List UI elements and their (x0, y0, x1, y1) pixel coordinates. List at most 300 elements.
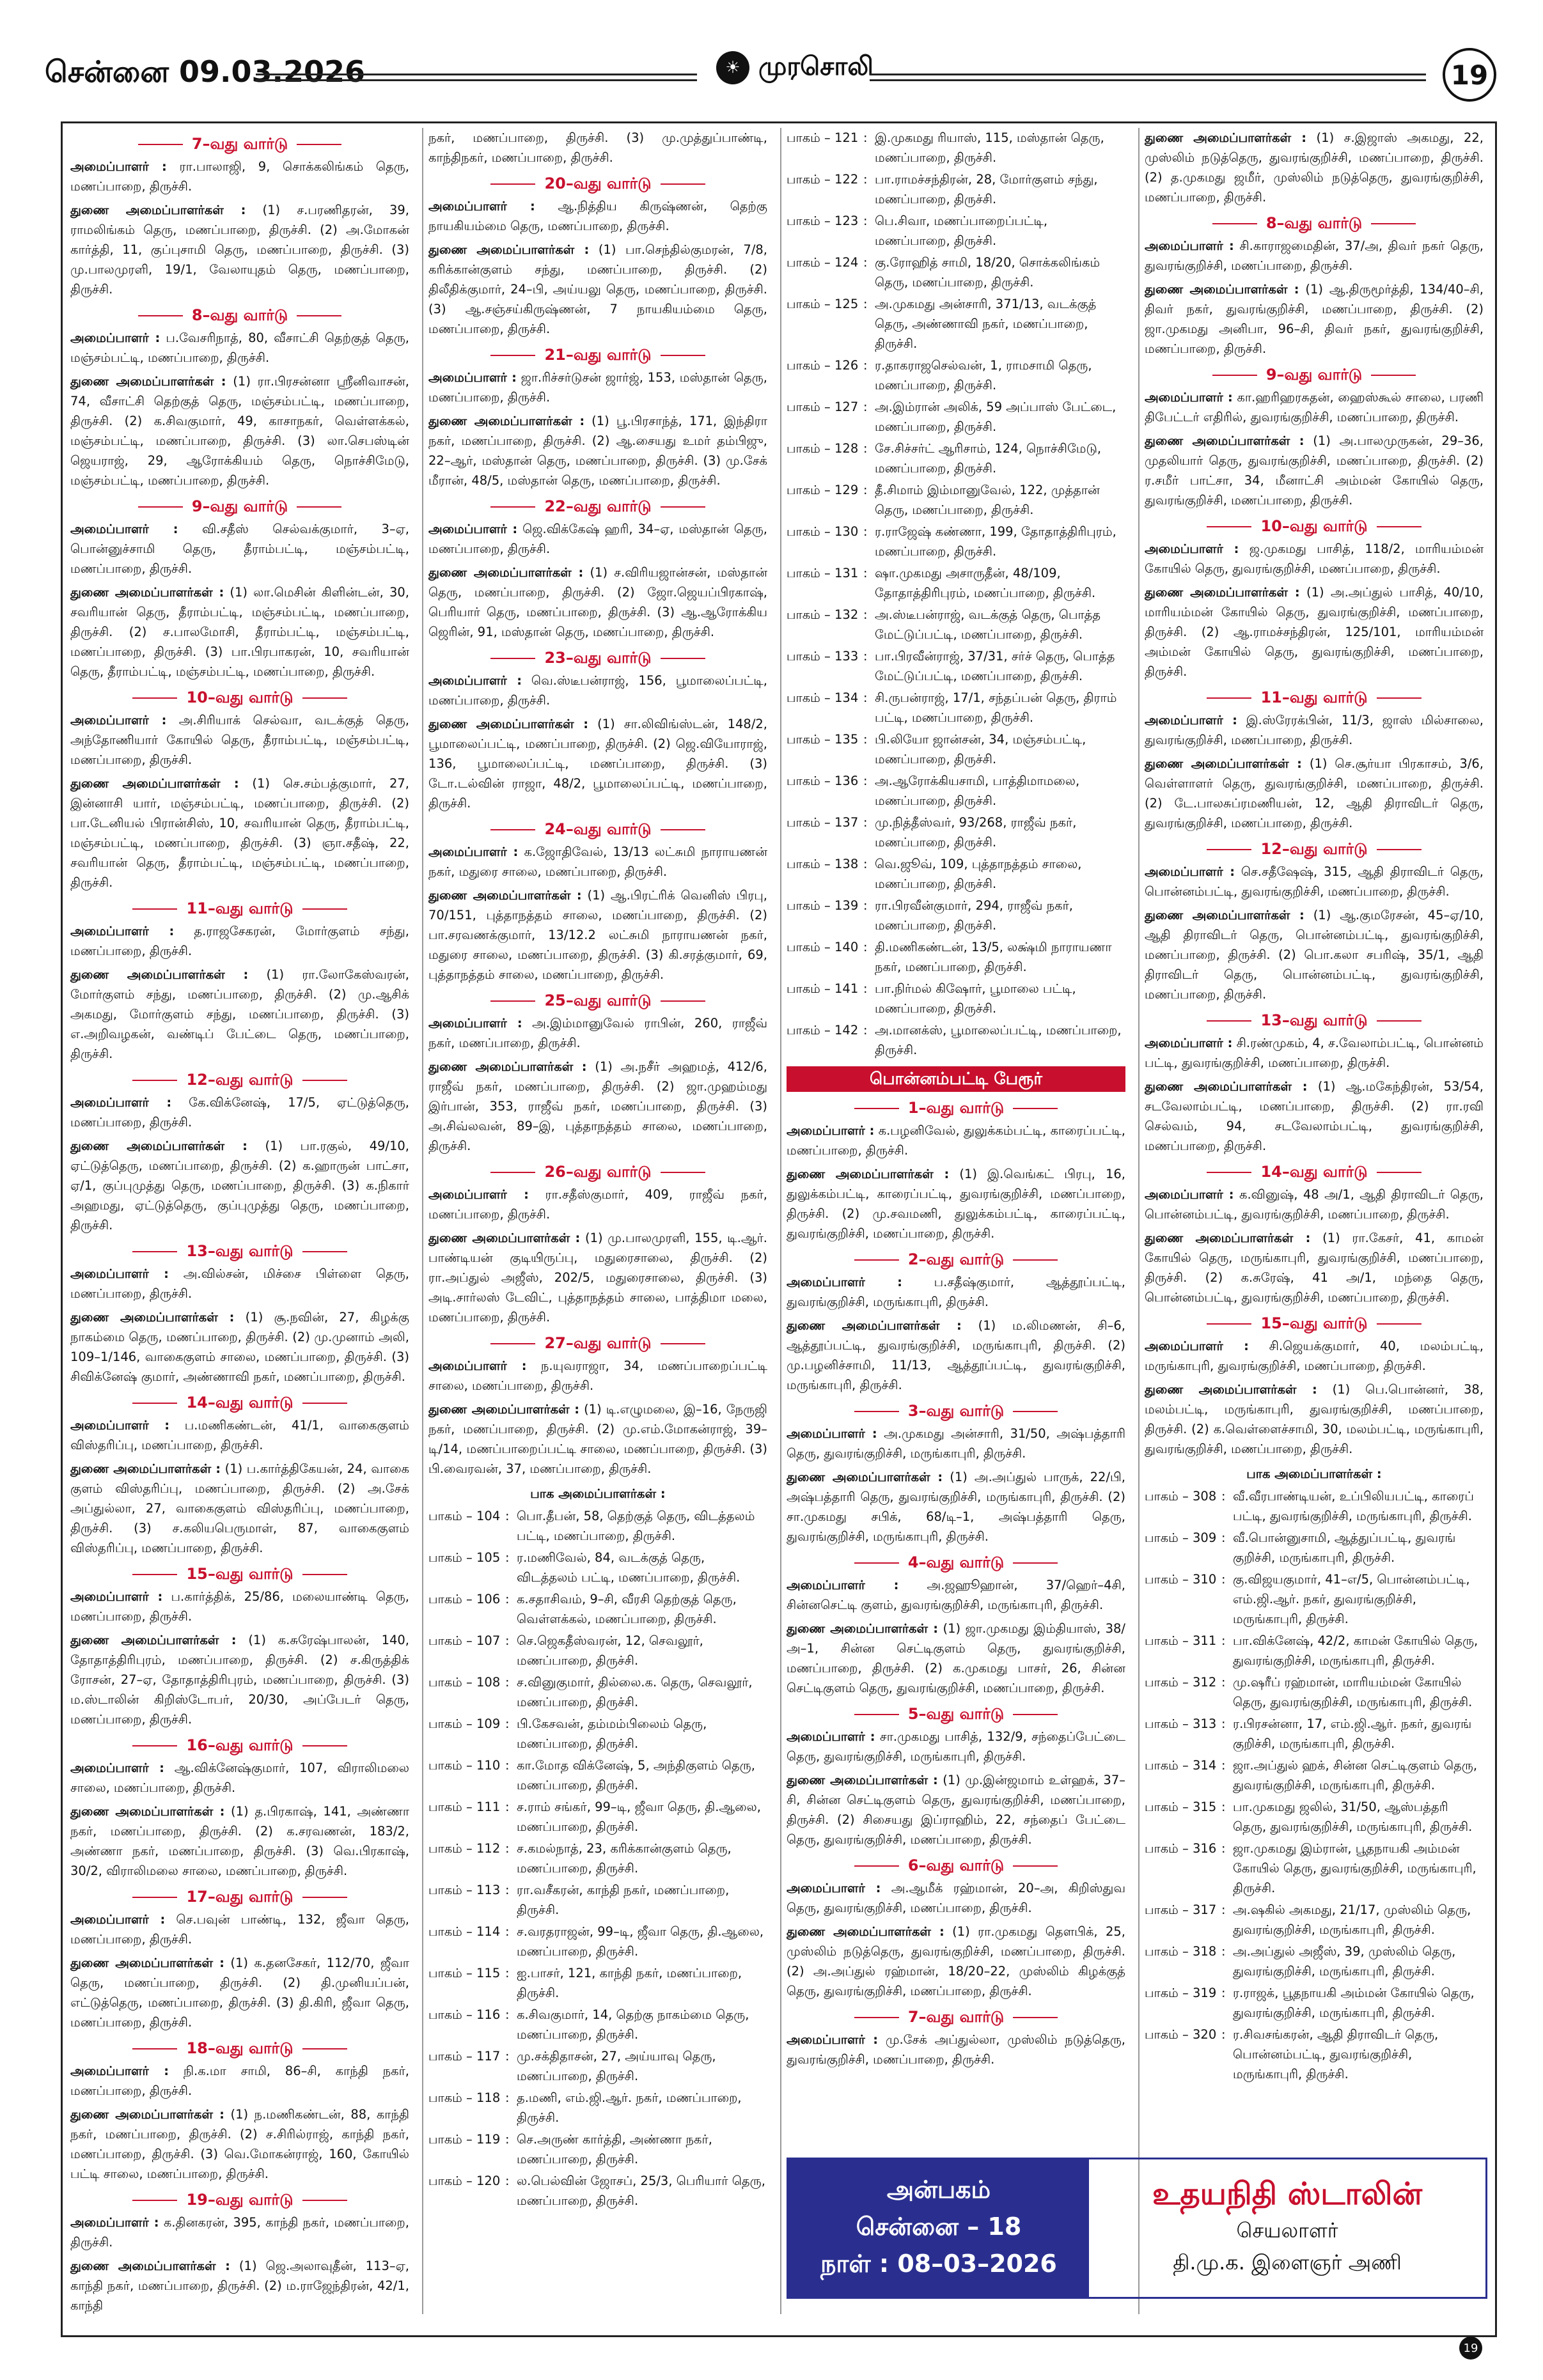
member-details: க.பழனிவேல், துலுக்கம்பட்டி, காரைப்பட்டி, மணப்பாறை, திருச்சி. (787, 1123, 1125, 1158)
ward-heading: 19–வது வார்டு (70, 2190, 409, 2210)
booth-member: அ.ஷகில் அகமது, 21/17, முஸ்லிம் தெரு, துவரங்குறிச்சி, மருங்காபுரி, திருச்சி. (1233, 1902, 1471, 1937)
booth-entry (428, 1672, 767, 1712)
booth-member: வீ.வீரபாண்டியன், உப்பிலியபட்டி, காரைப் பட்டி, துவரங்குறிச்சி, மருங்காபுரி, திருச்சி. (1233, 1489, 1474, 1523)
member-entry (70, 1587, 409, 1626)
booth-number: பாகம் – 130 (787, 524, 859, 539)
booth-member: ரா.பிரவீன்குமார், 294, ராஜீவ் நகர், மணப்பாறை, திருச்சி. (875, 898, 1073, 933)
ad-signatory-wing: தி.மு.க. இளைஞர் அணி (1173, 2250, 1402, 2275)
member-entry (70, 1459, 409, 1558)
ward-heading: 13–வது வார்டு (1145, 1011, 1484, 1031)
member-details: (1) ஜெ.அலாவுதீன், 113–ஏ, காந்தி நகர், மணப்பாறை, திருச்சி. (2) ம.ராஜேந்திரன், 42/1, காந்தி (70, 2259, 409, 2313)
booth-number: பாகம் – 309 (1145, 1530, 1217, 1545)
ad-date: நாள் : 08–03–2026 (820, 2250, 1057, 2278)
member-details: ப.சதீஷ்குமார், ஆத்தூப்பட்டி, துவரங்குறிச்சி, மருங்காபுரி, திருச்சி. (787, 1275, 1125, 1309)
masthead-logo (716, 51, 873, 84)
separator: : (505, 2174, 510, 2188)
booth-member: மு.நித்தீஸ்வர், 93/268, ராஜீவ் நகர், மணப்பாறை, திருச்சி. (875, 815, 1077, 850)
member-entry (1145, 710, 1484, 750)
member-entry (70, 1801, 409, 1881)
role-label: அமைப்பாளர் : (1145, 238, 1234, 253)
separator: : (863, 690, 868, 705)
separator: : (863, 857, 868, 871)
booth-member: க.சிவகுமார், 14, தெற்கு நாகம்மை தெரு, மணப்பாறை, திருச்சி. (517, 2007, 749, 2042)
ward-heading: 21–வது வார்டு (428, 345, 767, 365)
booth-entry (787, 480, 1125, 520)
booth-member: பி.கேசவன், தம்மம்பிலைம் தெரு, மணப்பாறை, திருச்சி. (517, 1716, 707, 1751)
role-label: துணை அமைப்பாளர்கள் : (1145, 1231, 1311, 1245)
role-label: அமைப்பாளர் : (787, 1578, 899, 1592)
booth-entry (428, 1755, 767, 1795)
separator: : (505, 1924, 510, 1939)
separator: : (863, 400, 868, 414)
separator: : (863, 255, 868, 270)
ward-heading: 20–வது வார்டு (428, 174, 767, 194)
booth-member: ர.பிரசன்னா, 17, எம்.ஜி.ஆர். நகர், துவரங் குறிச்சி, மருங்காபுரி, திருச்சி. (1233, 1716, 1472, 1751)
role-label: துணை அமைப்பாளர்கள் : (428, 1402, 580, 1417)
member-details: (1) செ.சம்பத்குமார், 27, இன்னாசி யார், மஞ்சம்பட்டி, மணப்பாறை, திருச்சி. (2) பா.டேனியல் பிரான்சிஸ், 10, சவரியான் தெரு, தீராம்பட்டி, மஞ்சம்பட்டி, மணப்பாறை, திருச்சி. (3) ஞா.சதீஷ், 22, சவரியான் தெரு, தீராம்பட்டி, மஞ்சம்பட்டி, மணப்பாறை, திருச்சி. (70, 776, 409, 890)
member-details: ஜ.முகமது பாசித், 118/2, மாரியம்மன் கோயில் தெரு, துவரங்குறிச்சி, மணப்பாறை, திருச்சி. (1145, 541, 1484, 576)
member-details: ரா.பாலாஜி, 9, சொக்கலிங்கம் தெரு, மணப்பாறை, திருச்சி. (70, 159, 409, 194)
booth-member: அ.மானக்ஸ், பூமாலைப்பட்டி, மணப்பாறை, திருச்சி. (875, 1023, 1122, 1057)
separator: : (863, 441, 868, 456)
rising-sun-icon: ☀ (716, 51, 749, 84)
ward-heading: 13–வது வார்டு (70, 1241, 409, 1261)
role-label: அமைப்பாளர் : (70, 1266, 169, 1281)
role-label: துணை அமைப்பாளர்கள் : (428, 565, 584, 580)
member-details: சி.ரண்முகம், 4, ச.வேலாம்பட்டி, பொன்னம் பட்டி, துவரங்குறிச்சி, மணப்பாறை, திருச்சி. (1145, 1036, 1484, 1070)
page-number-badge: 19 (1443, 48, 1496, 102)
role-label: அமைப்பாளர் : (428, 844, 519, 859)
booth-number: பாகம் – 119 (428, 2132, 501, 2147)
booth-member: அ.அப்துல் அஜீஸ், 39, முஸ்லிம் தெரு, துவரங்குறிச்சி, மருங்காபுரி, திருச்சி. (1233, 1944, 1456, 1979)
member-details: (1) அ.அப்துல் பாசித், 40/10, மாரியம்மன் கோயில் தெரு, துவரங்குறிச்சி, மணப்பாறை, திருச்சி. (2) ஆ.ராமச்சந்திரன், 125/101, மாரியம்மன் அம்மன் கோயில் தெரு, துவரங்குறிச்சி, மணப்பாறை, திருச்சி. (1145, 585, 1484, 679)
member-entry (787, 1164, 1125, 1243)
booth-number: பாகம் – 310 (1145, 1572, 1217, 1587)
separator: : (863, 172, 868, 187)
role-label: அமைப்பாளர் : (787, 1729, 875, 1744)
role-label: அமைப்பாளர் : (787, 2032, 879, 2047)
booth-member: ச.வினுகுமார், தில்லை.க. தெரு, செவலூர், மணப்பாறை, திருச்சி. (517, 1675, 753, 1709)
member-entry (70, 710, 409, 770)
role-label: அமைப்பாளர் : (70, 2215, 159, 2230)
separator: : (863, 524, 868, 539)
booth-number: பாகம் – 312 (1145, 1675, 1217, 1690)
role-label: துணை அமைப்பாளர்கள் : (70, 967, 249, 982)
member-details: (1) மு.இன்ஜமாம் உள்ஹக், 37–சி, சின்ன செட்டிகுளம் தெரு, துவரங்குறிச்சி, மணப்பாறை, திருச்சி. (2) சிசையது இப்ராஹிம், 22, சந்தைப் பேட்டை தெரு, துவரங்குறிச்சி, மணப்பாறை, திருச்சி. (787, 1773, 1125, 1847)
role-label: அமைப்பாளர் : (428, 1187, 529, 1202)
separator: : (863, 566, 868, 580)
separator: : (1221, 1800, 1226, 1814)
role-label: துணை அமைப்பாளர்கள் : (1145, 585, 1300, 600)
member-entry (428, 1185, 767, 1224)
role-label: அமைப்பாளர் : (70, 522, 178, 536)
role-label: அமைப்பாளர் : (70, 331, 161, 345)
column-3 (787, 128, 1125, 2148)
booth-member: தி.மணிகண்டன், 13/5, லக்ஷ்மி நாராயணா நகர், மணப்பாறை, திருச்சி. (875, 940, 1112, 974)
booth-number: பாகம் – 142 (787, 1023, 859, 1038)
member-details: க.வினுஷ், 48 அ/1, ஆதி திராவிடர் தெரு, பொன்னம்பட்டி, துவரங்குறிச்சி, மணப்பாறை, திருச்சி. (1145, 1187, 1484, 1222)
booth-number: பாகம் – 126 (787, 358, 859, 373)
member-entry (787, 1922, 1125, 2001)
member-entry (787, 1727, 1125, 1766)
member-details: (1) பா.செந்தில்குமரன், 7/8, கரிக்கான்குளம் சந்து, மணப்பாறை, திருச்சி. (2) திலீதிக்குமார், 24–பி, அய்யலு தெரு, மணப்பாறை, திருச்சி. (3) ஆ.சஞ்சய்கிருஷ்ணன், 7 நாயகியம்மை தெரு, மணப்பாறை, திருச்சி. (428, 242, 767, 336)
booth-entry (1145, 1900, 1484, 1940)
booth-number: பாகம் – 132 (787, 607, 859, 622)
ward-heading: 2–வது வார்டு (787, 1250, 1125, 1270)
member-entry (428, 1399, 767, 1479)
member-entry (70, 157, 409, 196)
separator: : (505, 2132, 510, 2147)
separator: : (863, 214, 868, 228)
member-entry (428, 1013, 767, 1053)
ward-heading: 26–வது வார்டு (428, 1162, 767, 1182)
member-details: (1) அ.நசீர் அஹமத், 412/6, ராஜீவ் நகர், மணப்பாறை, திருச்சி. (2) ஜா.முஹம்மது இர்பான், 353, ராஜீவ் நகர், மணப்பாறை, திருச்சி. (3) அ.சிவ்லவன், 89–இ, புத்தாநத்தம் சாலை, மணப்பாறை, திருச்சி. (428, 1059, 767, 1153)
booth-entry (428, 1839, 767, 1878)
booth-member: வெ.ஜூவ், 109, புத்தாநத்தம் சாலை, மணப்பாறை, திருச்சி. (875, 857, 1082, 891)
member-details: கா.ஹரிஹரசுதன், ஹைஸ்கூல் சாலை, பரணி திபேட்டர் எதிரில், துவரங்குறிச்சி, மணப்பாறை, திருச்சி. (1145, 390, 1484, 424)
booth-member: த.மணி, எம்.ஜி.ஆர். நகர், மணப்பாறை, திருச்சி. (517, 2090, 742, 2125)
role-label: துணை அமைப்பாளர்கள் : (70, 1461, 221, 1476)
booth-entry (787, 771, 1125, 811)
booth-entry (1145, 1528, 1484, 1567)
booth-member: அ.ஸ்டீபன்ராஜ், வடக்குத் தெரு, பொத்த மேட்டுப்பட்டி, மணப்பாறை, திருச்சி. (875, 607, 1101, 642)
separator: : (1221, 1675, 1226, 1690)
member-entry (1145, 387, 1484, 427)
role-label: அமைப்பாளர் : (70, 1418, 169, 1433)
separator: : (505, 1758, 510, 1773)
separator: : (1221, 1986, 1226, 2000)
member-details: (1) ச.இஜாஸ் அகமது, 22, முஸ்லிம் நடுத்தெரு, துவரங்குறிச்சி, மணப்பாறை, திருச்சி. (2) த.முகமது ஜமீர், முஸ்லிம் நடுத்தெரு, துவரங்குறிச்சி, மணப்பாறை, திருச்சி. (1145, 130, 1484, 205)
booth-entry (1145, 1672, 1484, 1712)
booth-entry (787, 937, 1125, 977)
booth-entry (787, 169, 1125, 209)
booth-member: ல.பெல்வின் ஜோசப், 25/3, பெரியார் தெரு, மணப்பாறை, திருச்சி. (517, 2174, 765, 2208)
separator: : (505, 1675, 510, 1690)
ward-heading: 11–வது வார்டு (1145, 688, 1484, 708)
member-details: த.ராஜசேகரன், மோர்குளம் சந்து, மணப்பாறை, திருச்சி. (70, 924, 409, 958)
booth-number: பாகம் – 120 (428, 2174, 501, 2188)
member-details: ப.வேசரிநாத், 80, வீசாட்சி தெற்குத் தெரு, மஞ்சம்பட்டி, மணப்பாறை, திருச்சி. (70, 331, 409, 365)
column-divider (1138, 128, 1140, 2314)
member-entry (787, 1619, 1125, 1698)
role-label: துணை அமைப்பாளர்கள் : (428, 1059, 587, 1074)
member-entry (70, 1909, 409, 1949)
member-entry (428, 1228, 767, 1327)
role-label: துணை அமைப்பாளர்கள் : (70, 776, 239, 791)
member-details: ஆ.நித்திய கிருஷ்ணன், தெற்கு நாயகியம்மை தெரு, மணப்பாறை, திருச்சி. (428, 199, 767, 233)
role-label: துணை அமைப்பாளர்கள் : (428, 414, 585, 428)
booth-number: பாகம் – 108 (428, 1675, 501, 1690)
role-label: அமைப்பாளர் : (70, 924, 175, 938)
member-entry (70, 582, 409, 681)
member-details: ப.கார்த்திக், 25/86, மலையாண்டி தெரு, மணப்பாறை, திருச்சி. (70, 1589, 409, 1624)
member-details: ஆ.விக்னேஷ்குமார், 107, விராலிமலை சாலை, மணப்பாறை, திருச்சி. (70, 1761, 409, 1795)
member-entry (428, 714, 767, 813)
booth-number: பாகம் – 124 (787, 255, 859, 270)
member-details: அ.ஆமீக் ரஹ்மான், 20–அ, கிறிஸ்துவ தெரு, துவரங்குறிச்சி, மணப்பாறை, திருச்சி. (787, 1881, 1125, 1915)
separator: : (505, 1716, 510, 1731)
role-label: துணை அமைப்பாளர்கள் : (70, 203, 246, 217)
booth-number: பாகம் – 123 (787, 214, 859, 228)
member-entry (1145, 1380, 1484, 1459)
booth-number: பாகம் – 111 (428, 1800, 501, 1814)
booth-entry (1145, 1569, 1484, 1629)
member-entry (787, 1424, 1125, 1463)
role-label: அமைப்பாளர் : (70, 1761, 164, 1775)
member-entry (787, 1575, 1125, 1615)
booth-number: பாகம் – 137 (787, 815, 859, 830)
member-entry (787, 1770, 1125, 1849)
booth-member: மு.சக்திதாசன், 27, அய்யாவு தெரு, மணப்பாறை, திருச்சி. (517, 2049, 716, 2083)
ad-right-panel (1089, 2159, 1485, 2297)
role-label: துணை அமைப்பாளர்கள் : (70, 1139, 247, 1153)
separator: : (505, 2090, 510, 2105)
member-details: க.தினகரன், 395, காந்தி நகர், மணப்பாறை, திருச்சி. (70, 2215, 409, 2250)
booth-entry (428, 1714, 767, 1754)
member-details: அ.இம்மானுவேல் ராபின், 260, ராஜீவ் நகர், மணப்பாறை, திருச்சி. (428, 1016, 767, 1050)
booth-member: ரா.வசீகரன், காந்தி நகர், மணப்பாறை, திருச்சி. (517, 1883, 730, 1917)
booth-number: பாகம் – 122 (787, 172, 859, 187)
member-entry (1145, 1185, 1484, 1224)
ward-heading: 1–வது வார்டு (787, 1098, 1125, 1118)
booth-member: ஜா.முகமது இம்ரான், பூதநாயகி அம்மன் கோயில் தெரு, துவரங்குறிச்சி, மருங்காபுரி, திருச்சி. (1233, 1841, 1476, 1895)
member-details: (1) ஆ.திருமூர்த்தி, 134/40–சி, திவர் நகர், துவரங்குறிச்சி, மணப்பாறை, திருச்சி. (2) ஜா.முகமது அனிபா, 96–சி, திவர் நகர், துவரங்குறிச்சி, மணப்பாறை, திருச்சி. (1145, 282, 1484, 356)
booth-entry (428, 1506, 767, 1546)
booth-entry (787, 854, 1125, 894)
member-details: (1) சூ.நவின், 27, கிழக்கு நாகம்மை தெரு, மணப்பாறை, திருச்சி. (2) மு.முனாம் அலி, 109–1/146, வாகைகுளம் சாலை, மணப்பாறை, திருச்சி. (3) சிவிக்னேஷ் குமார், அண்ணாவி நகர், மணப்பாறை, திருச்சி. (70, 1310, 409, 1384)
separator: : (505, 1883, 510, 1897)
separator: : (863, 1023, 868, 1038)
booth-number: பாகம் – 112 (428, 1841, 501, 1856)
member-entry (70, 2256, 409, 2315)
booth-entry (1145, 1714, 1484, 1754)
role-label: துணை அமைப்பாளர்கள் : (428, 888, 582, 903)
booth-entry (1145, 1755, 1484, 1795)
separator: : (1221, 1572, 1226, 1587)
booth-member: பெ.சிவா, மணப்பாறைப்பட்டி, மணப்பாறை, திருச்சி. (875, 214, 1048, 248)
booth-number: பாகம் – 125 (787, 297, 859, 311)
role-label: அமைப்பாளர் : (428, 370, 517, 385)
booth-entry (428, 2046, 767, 2086)
booth-number: பாகம் – 131 (787, 566, 859, 580)
role-label: துணை அமைப்பாளர்கள் : (70, 1633, 237, 1647)
separator: : (505, 1841, 510, 1856)
member-entry (787, 2030, 1125, 2069)
booth-entry (428, 2129, 767, 2169)
member-entry (428, 196, 767, 236)
role-label: துணை அமைப்பாளர்கள் : (1145, 433, 1304, 448)
member-details: கே.விக்னேஷ், 17/5, ஏட்டுத்தெரு, மணப்பாறை, திருச்சி. (70, 1095, 409, 1130)
role-label: அமைப்பாளர் : (428, 199, 535, 214)
role-label: அமைப்பாளர் : (1145, 1339, 1249, 1353)
separator: : (863, 732, 868, 747)
separator: : (505, 1966, 510, 1980)
column-4 (1145, 128, 1484, 2148)
booth-number: பாகம் – 311 (1145, 1633, 1217, 1648)
booth-number: பாகம் – 320 (1145, 2027, 1217, 2042)
role-label: அமைப்பாளர் : (428, 1358, 527, 1373)
booth-number: பாகம் – 133 (787, 649, 859, 664)
booth-member: ர.ராஜேஷ் கண்ணா, 199, தோதாத்திரிபுரம், மணப்பாறை, திருச்சி. (875, 524, 1116, 559)
separator: : (863, 774, 868, 788)
ward-heading: 11–வது வார்டு (70, 899, 409, 919)
booth-entry (428, 1880, 767, 1920)
member-details: வெ.ஸ்டீபன்ராஜ், 156, பூமாலைப்பட்டி, மணப்பாறை, திருச்சி. (428, 673, 767, 708)
member-details: (1) ரா.லோகேஸ்வரன், மோர்குளம் சந்து, மணப்பாறை, திருச்சி. (2) மு.ஆசிக் அகமது, மோர்குளம் சந்து, மணப்பாறை, திருச்சி. (3) எ.அறிவழகன், வண்டிப் பேட்டை தெரு, மணப்பாறை, திருச்சி. (70, 967, 409, 1061)
issue-date: சென்னை 09.03.2026 (45, 54, 366, 89)
booth-number: பாகம் – 318 (1145, 1944, 1217, 1959)
member-details: (1) பா.ரகுல், 49/10, ஏட்டுத்தெரு, மணப்பாறை, திருச்சி. (2) க.ஹாருன் பாட்சா, ஏ/1, குப்புமுத்து தெரு, மணப்பாறை, திருச்சி. (3) க.நிகார் அஹமது, ஏட்டுத்தெரு, குப்புமுத்து தெரு, மணப்பாறை, திருச்சி. (70, 1139, 409, 1233)
booth-member: பா.பிரவீன்ராஜ், 37/31, சர்ச் தெரு, பொத்த மேட்டுப்பட்டி, மணப்பாறை, திருச்சி. (875, 649, 1115, 683)
role-label: அமைப்பாளர் : (1145, 864, 1235, 879)
role-label: அமைப்பாளர் : (428, 1016, 522, 1031)
ward-heading: 27–வது வார்டு (428, 1334, 767, 1353)
booth-member: ச.கமல்நாத், 23, கரிக்கான்குளம் தெரு, மணப்பாறை, திருச்சி. (517, 1841, 732, 1876)
booth-member: பி.லியோ ஜான்சன், 34, மஞ்சம்பட்டி, மணப்பாறை, திருச்சி. (875, 732, 1086, 766)
member-details: (1) செ.சூர்யா பிரகாசம், 3/6, வெள்ளாளர் தெரு, துவரங்குறிச்சி, மணப்பாறை, திருச்சி. (2) டே.பாலசுப்ரமணியன், 12, ஆதி திராவிடர் தெரு, துவரங்குறிச்சி, மணப்பாறை, திருச்சி. (1145, 756, 1484, 830)
separator: : (863, 981, 868, 996)
member-details: இ.ஸ்ரேரக்பின், 11/3, ஜாஸ் மில்சாலை, துவரங்குறிச்சி, மணப்பாறை, திருச்சி. (1145, 713, 1484, 747)
ad-place: அன்பகம் (886, 2175, 991, 2204)
member-entry (70, 2061, 409, 2101)
member-entry (1145, 1228, 1484, 1307)
member-entry (70, 965, 409, 1064)
booth-member: சி.ருபன்ராஜ், 17/1, சந்தப்பன் தெரு, திராம் பட்டி, மணப்பாறை, திருச்சி. (875, 690, 1117, 725)
booth-entry (428, 1963, 767, 2003)
role-label: துணை அமைப்பாளர்கள் : (70, 1804, 225, 1819)
booth-number: பாகம் – 136 (787, 774, 859, 788)
member-entry (428, 842, 767, 882)
role-label: அமைப்பாளர் : (428, 673, 522, 688)
member-details: (1) பெ.பொன்னர், 38, மலம்பட்டி, மருங்காபுரி, துவரங்குறிச்சி, மணப்பாறை, திருச்சி. (2) க.வெள்ளைச்சாமி, 30, மலம்பட்டி, மருங்காபுரி, துவரங்குறிச்சி, மணப்பாறை, திருச்சி. (1145, 1382, 1484, 1456)
booth-number: பாகம் – 317 (1145, 1902, 1217, 1917)
role-label: அமைப்பாளர் : (787, 1123, 875, 1138)
role-label: அமைப்பாளர் : (1145, 1187, 1234, 1202)
ad-signatory-name: உதயநிதி ஸ்டாலின் (1152, 2176, 1423, 2212)
booth-member: பா.முகமது ஜலில், 31/50, ஆஸ்பத்தரி தெரு, துவரங்குறிச்சி, மருங்காபுரி, திருச்சி. (1233, 1800, 1473, 1834)
booth-member: ர.சிவசங்கரன், ஆதி திராவிடர் தெரு, பொன்னம்பட்டி, துவரங்குறிச்சி, மருங்காபுரி, திருச்சி. (1233, 2027, 1439, 2081)
booth-number: பாகம் – 106 (428, 1592, 501, 1606)
member-entry (70, 200, 409, 299)
role-label: துணை அமைப்பாளர்கள் : (428, 1231, 581, 1245)
booth-entry (787, 439, 1125, 478)
role-label: துணை அமைப்பாளர்கள் : (70, 585, 224, 600)
member-details: (1) ஆ.மகேந்திரன், 53/54, சடவேலாம்பட்டி, மணப்பாறை, திருச்சி. (2) ரா.ரவி செல்வம், 94, சடவேலாம்பட்டி, துவரங்குறிச்சி, மணப்பாறை, திருச்சி. (1145, 1079, 1484, 1153)
booth-number: பாகம் – 127 (787, 400, 859, 414)
role-label: துணை அமைப்பாளர்கள் : (1145, 130, 1307, 145)
ward-heading: 18–வது வார்டு (70, 2039, 409, 2058)
member-entry (428, 368, 767, 407)
booth-entry (428, 2171, 767, 2211)
masthead-rule-right (870, 74, 1426, 81)
member-details: (1) ரா.முகமது தௌபிக், 25, முஸ்லிம் நடுத்தெரு, துவரங்குறிச்சி, மணப்பாறை, திருச்சி. (2) அ.அப்துல் ரஹ்மான், 18/20–22, முஸ்லிம் கிழக்குத் தெரு, துவரங்குறிச்சி, மணப்பாறை, திருச்சி. (787, 1924, 1125, 1998)
separator: : (1221, 1489, 1226, 1504)
member-details: (1) இ.வெங்கட் பிரபு, 16, துலுக்கம்பட்டி, காரைப்பட்டி, துவரங்குறிச்சி, மணப்பாறை, திருச்சி. (2) மு.சவமணி, துலுக்கம்பட்டி, காரைப்பட்டி, துவரங்குறிச்சி, மணப்பாறை, திருச்சி. (787, 1167, 1125, 1241)
booth-list-heading: பாக அமைப்பாளர்கள் : (530, 1486, 666, 1501)
separator: : (505, 1550, 510, 1565)
booth-member: ர.தாகராஜசெல்வன், 1, ராமசாமி தெரு, மணப்பாறை, திருச்சி. (875, 358, 1092, 393)
ad-city: சென்னை – 18 (856, 2213, 1022, 2241)
ward-heading: 15–வது வார்டு (70, 1564, 409, 1584)
booth-member: கு.விஜயகுமார், 41–எ/5, பொன்னம்பட்டி, எம்.ஜி.ஆர். நகர், துவரங்குறிச்சி, மருங்காபுரி, திருச்சி. (1233, 1572, 1470, 1626)
column-2 (428, 128, 767, 2327)
ward-heading: 12–வது வார்டு (70, 1070, 409, 1090)
separator: : (505, 1633, 510, 1648)
booth-entry (787, 688, 1125, 727)
role-label: அமைப்பாளர் : (70, 159, 167, 174)
member-entry (428, 563, 767, 642)
separator: : (1221, 1841, 1226, 1856)
role-label: துணை அமைப்பாளர்கள் : (428, 242, 590, 257)
booth-number: பாகம் – 140 (787, 940, 859, 954)
booth-member: மு.ஷரீப் ரஹ்மான், மாரியம்மன் கோயில் தெரு, துவரங்குறிச்சி, மருங்காபுரி, திருச்சி. (1233, 1675, 1473, 1709)
booth-entry (787, 979, 1125, 1018)
ward-heading: 8–வது வார்டு (1145, 214, 1484, 233)
member-details: ஜெ.விக்கேஷ் ஹரி, 34–ஏ, மஸ்தான் தெரு, மணப்பாறை, திருச்சி. (428, 522, 767, 556)
ward-heading: 24–வது வார்டு (428, 820, 767, 839)
member-details: அ.வில்சன், மிச்சை பிள்ளை தெரு, மணப்பாறை, திருச்சி. (70, 1266, 409, 1301)
ward-heading: 3–வது வார்டு (787, 1401, 1125, 1421)
member-details: (1) ரா.கேசர், 41, காமன் கோயில் தெரு, மருங்காபுரி, துவரங்குறிச்சி, மணப்பாறை, திருச்சி. (2) க.சுரேஷ், 41 அ/1, மந்தை தெரு, பொன்னம்பட்டி, துவரங்குறிச்சி, மணப்பாறை, திருச்சி. (1145, 1231, 1484, 1305)
member-entry (1145, 539, 1484, 579)
booth-number: பாகம் – 141 (787, 981, 859, 996)
booth-member: அ.ஆரோக்கியசாமி, பாத்திமாமலை, மணப்பாறை, திருச்சி. (875, 774, 1080, 808)
booth-entry (428, 1589, 767, 1629)
member-details: நி.க.மா சாமி, 86–சி, காந்தி நகர், மணப்பாறை, திருச்சி. (70, 2064, 409, 2098)
separator: : (863, 483, 868, 497)
booth-entry (1145, 1631, 1484, 1670)
member-entry (70, 1415, 409, 1455)
role-label: அமைப்பாளர் : (1145, 390, 1233, 405)
ward-heading: 8–வது வார்டு (70, 306, 409, 325)
role-label: துணை அமைப்பாளர்கள் : (70, 1310, 235, 1325)
booth-list-heading: பாக அமைப்பாளர்கள் : (1246, 1466, 1382, 1481)
booth-member: பா.விக்னேஷ், 42/2, காமன் கோயில் தெரு, துவரங்குறிச்சி, மருங்காபுரி, திருச்சி. (1233, 1633, 1478, 1668)
booth-entry (428, 2005, 767, 2044)
member-entry (70, 1093, 409, 1132)
member-entry (428, 519, 767, 559)
member-entry (1145, 1077, 1484, 1156)
separator: : (1221, 1758, 1226, 1773)
member-entry (787, 1316, 1125, 1395)
role-label: துணை அமைப்பாளர்கள் : (1145, 282, 1299, 297)
booth-entry (787, 211, 1125, 251)
member-entry (787, 1467, 1125, 1546)
booth-member: இ.முகமது ரியாஸ், 115, மஸ்தான் தெரு, மணப்பாறை, திருச்சி. (875, 130, 1104, 165)
booth-number: பாகம் – 134 (787, 690, 859, 705)
member-details: க.ஜோதிவேல், 13/13 லட்சுமி நாராயணன் நகர், மதுரை சாலை, மணப்பாறை, திருச்சி. (428, 844, 767, 879)
member-entry (70, 1758, 409, 1798)
ward-heading: 7–வது வார்டு (70, 134, 409, 154)
role-label: அமைப்பாளர் : (70, 1095, 172, 1110)
separator: : (863, 607, 868, 622)
advertisement-box (787, 2158, 1487, 2299)
member-entry (70, 1953, 409, 2032)
booth-entry (428, 1922, 767, 1961)
separator: : (1221, 1633, 1226, 1648)
ward-heading: 16–வது வார்டு (70, 1736, 409, 1755)
booth-number: பாகம் – 110 (428, 1758, 501, 1773)
member-details: (1) ப.கார்த்திகேயன், 24, வாகை குளம் விஸ்தரிப்பு, மணப்பாறை, திருச்சி. (2) அ.சேக் அப்துல்லா, 27, வாகைகுளம் விஸ்தரிப்பு, மணப்பாறை, திருச்சி. (3) ச.கலியபெருமாள், 87, வாகைகுளம் விஸ்தரிப்பு, மணப்பாறை, திருச்சி. (70, 1461, 409, 1555)
member-entry (70, 1630, 409, 1729)
ad-signatory-role: செயலாளர் (1236, 2218, 1338, 2243)
booth-number: பாகம் – 314 (1145, 1758, 1217, 1773)
paper-name: முரசொலி (758, 51, 873, 81)
member-details: அ.முகமது அன்சாரி, 31/50, அஷ்பத்தாரி தெரு, துவரங்குறிச்சி, மருங்காபுரி, திருச்சி. (787, 1426, 1125, 1461)
member-entry (1145, 1033, 1484, 1073)
booth-number: பாகம் – 316 (1145, 1841, 1217, 1856)
member-entry (428, 671, 767, 710)
